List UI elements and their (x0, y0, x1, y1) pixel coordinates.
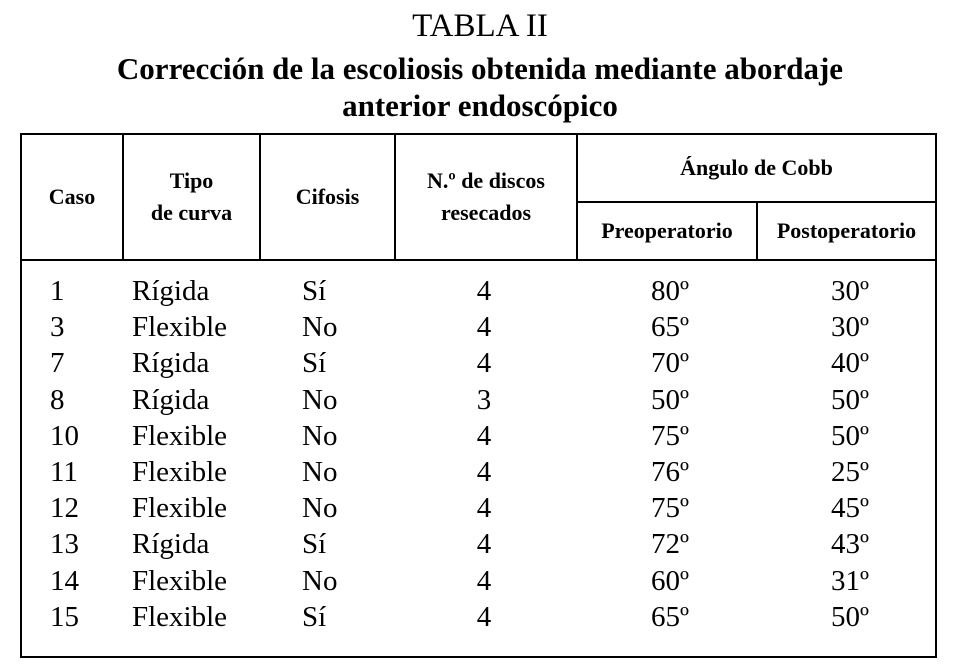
header-postoperatorio (758, 203, 935, 259)
table-row (22, 309, 935, 345)
cell-caso: 8 (50, 383, 65, 416)
cell-discos: 3 (476, 383, 492, 416)
cell-tipo: Flexible (132, 564, 228, 597)
cell-discos: 4 (476, 455, 492, 488)
cell-discos: 4 (476, 347, 492, 380)
cell-post: 30º (831, 275, 869, 307)
cell-pre: 50º (651, 383, 689, 416)
cell-post: 40º (831, 347, 869, 380)
cell-caso: 10 (50, 419, 79, 452)
table-row (22, 526, 935, 562)
cell-post: 50º (831, 600, 869, 633)
header-tipo-line-1: Tipo (169, 168, 214, 193)
table-row (22, 345, 935, 381)
cell-pre: 76º (651, 455, 689, 488)
cell-cifosis: No (302, 455, 338, 488)
cell-pre: 80º (651, 275, 689, 307)
header-caso-label: Caso (48, 184, 96, 209)
cell-pre: 65º (651, 311, 689, 344)
header-discos (396, 135, 576, 259)
cell-cifosis: No (302, 564, 338, 597)
cell-cifosis: No (302, 419, 338, 452)
header-caso (22, 135, 122, 259)
table-row (22, 454, 935, 490)
cell-caso: 15 (50, 600, 79, 633)
cell-tipo: Flexible (132, 419, 228, 452)
table-row (22, 599, 935, 635)
table-label: TABLA II (412, 8, 548, 44)
cell-discos: 4 (476, 528, 492, 561)
cell-post: 50º (831, 383, 869, 416)
cell-pre: 65º (651, 600, 689, 633)
cell-tipo: Rígida (132, 383, 210, 416)
cell-post: 45º (831, 492, 869, 525)
header-tipo (124, 135, 259, 259)
header-bottom-rule (22, 259, 935, 261)
header-discos-line-2: resecados (440, 200, 532, 225)
table-body (22, 273, 935, 635)
cell-caso: 3 (50, 311, 65, 344)
cell-discos: 4 (476, 492, 492, 525)
cell-caso: 11 (50, 455, 78, 488)
table-row (22, 382, 935, 418)
cell-pre: 72º (651, 528, 689, 561)
table-title-line-2: anterior endoscópico (342, 88, 618, 123)
header-cobb-label: Ángulo de Cobb (680, 155, 833, 180)
table-row (22, 273, 935, 309)
cell-post: 43º (831, 528, 869, 561)
header-preoperatorio (578, 203, 756, 259)
header-post-label: Postoperatorio (776, 218, 917, 243)
header-discos-line-1: N.º de discos (427, 168, 545, 193)
header-tipo-line-2: de curva (150, 200, 233, 225)
cell-discos: 4 (476, 600, 492, 633)
cell-tipo: Rígida (132, 275, 210, 307)
cell-tipo: Rígida (132, 347, 210, 380)
cell-post: 25º (831, 455, 869, 488)
cell-discos: 4 (476, 275, 492, 307)
cell-caso: 13 (50, 528, 79, 561)
cell-discos: 4 (476, 564, 492, 597)
cell-caso: 7 (50, 347, 65, 380)
cell-post: 30º (831, 311, 869, 344)
cell-discos: 4 (476, 419, 492, 452)
cell-pre: 75º (651, 419, 689, 452)
data-table (20, 133, 937, 658)
cell-pre: 70º (651, 347, 689, 380)
header-pre-label: Preoperatorio (601, 218, 733, 243)
cell-tipo: Flexible (132, 455, 228, 488)
cell-cifosis: No (302, 383, 338, 416)
cell-tipo: Flexible (132, 311, 228, 344)
cell-tipo: Flexible (132, 600, 228, 633)
cell-cifosis: Sí (302, 347, 327, 380)
header-cobb (578, 135, 935, 201)
cell-discos: 4 (476, 311, 492, 344)
header-cifosis (261, 135, 394, 259)
cell-pre: 60º (651, 564, 689, 597)
cell-caso: 12 (50, 492, 79, 525)
table-row (22, 490, 935, 526)
cell-cifosis: No (302, 492, 338, 525)
cell-pre: 75º (651, 492, 689, 525)
cell-tipo: Flexible (132, 492, 228, 525)
header-cifosis-label: Cifosis (295, 184, 360, 209)
cell-cifosis: Sí (302, 528, 327, 561)
table-row (22, 418, 935, 454)
cell-caso: 1 (50, 275, 65, 307)
cell-cifosis: Sí (302, 600, 327, 633)
cell-tipo: Rígida (132, 528, 210, 561)
cell-cifosis: No (302, 311, 338, 344)
cell-post: 31º (831, 564, 869, 597)
table-title (0, 50, 960, 124)
table-row (22, 563, 935, 599)
cell-post: 50º (831, 419, 869, 452)
table-title-line-1: Corrección de la escoliosis obtenida mediante abordaje (116, 51, 844, 86)
cell-caso: 14 (50, 564, 79, 597)
cell-cifosis: Sí (302, 275, 327, 307)
